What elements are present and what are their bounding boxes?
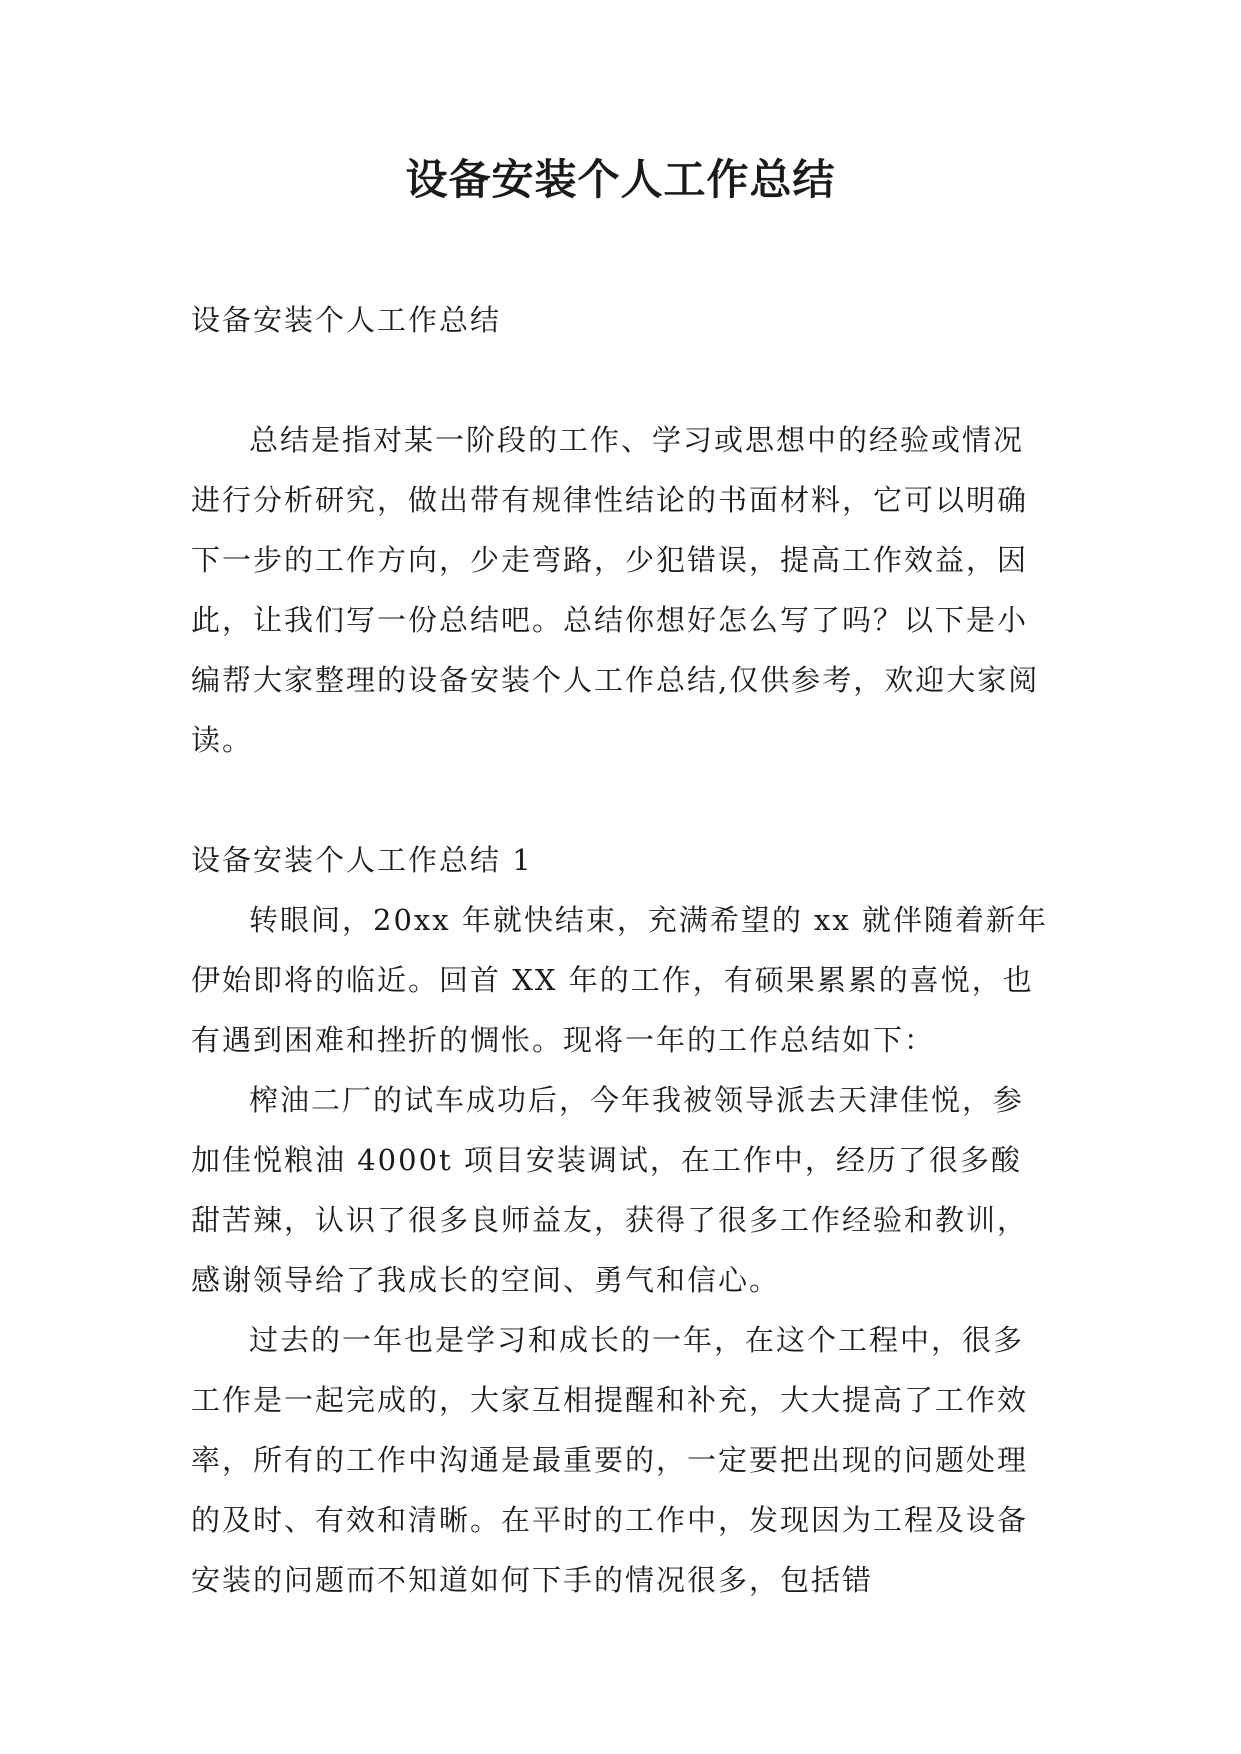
body-paragraph: 转眼间，20xx 年就快结束，充满希望的 xx 就伴随着新年伊始即将的临近。回首 XX 年的工作，有硕果累累的喜悦，也有遇到困难和挫折的惆怅。现将一年的工作总结如下：: [191, 903, 1048, 1057]
body-paragraph: 榨油二厂的试车成功后，今年我被领导派去天津佳悦，参加佳悦粮油 4000t 项目安装调试，在工作中，经历了很多酸甜苦辣，认识了很多良师益友，获得了很多工作经验和教训，感谢领导给了我成长的空间、勇气和信心。: [191, 1083, 1029, 1297]
body-paragraph: 过去的一年也是学习和成长的一年，在这个工程中，很多工作是一起完成的，大家互相提醒和补充，大大提高了工作效率，所有的工作中沟通是最重要的，一定要把出现的问题处理的及时、有效和清晰。在平时的工作中，发现因为工程及设备安装的问题而不知道如何下手的情况很多，包括错: [191, 1323, 1029, 1597]
section-heading: 设备安装个人工作总结 1: [191, 843, 533, 877]
intro-paragraph: 总结是指对某一阶段的工作、学习或思想中的经验或情况进行分析研究，做出带有规律性结论的书面材料，它可以明确下一步的工作方向，少走弯路，少犯错误，提高工作效益，因此，让我们写一份总结吧。总结你想好怎么写了吗？以下是小编帮大家整理的设备安装个人工作总结,仅供参考，欢迎大家阅读。: [191, 423, 1040, 757]
document-subtitle: 设备安装个人工作总结: [191, 303, 502, 337]
document-title: 设备安装个人工作总结: [405, 155, 836, 204]
document-body: [191, 290, 1051, 1610]
